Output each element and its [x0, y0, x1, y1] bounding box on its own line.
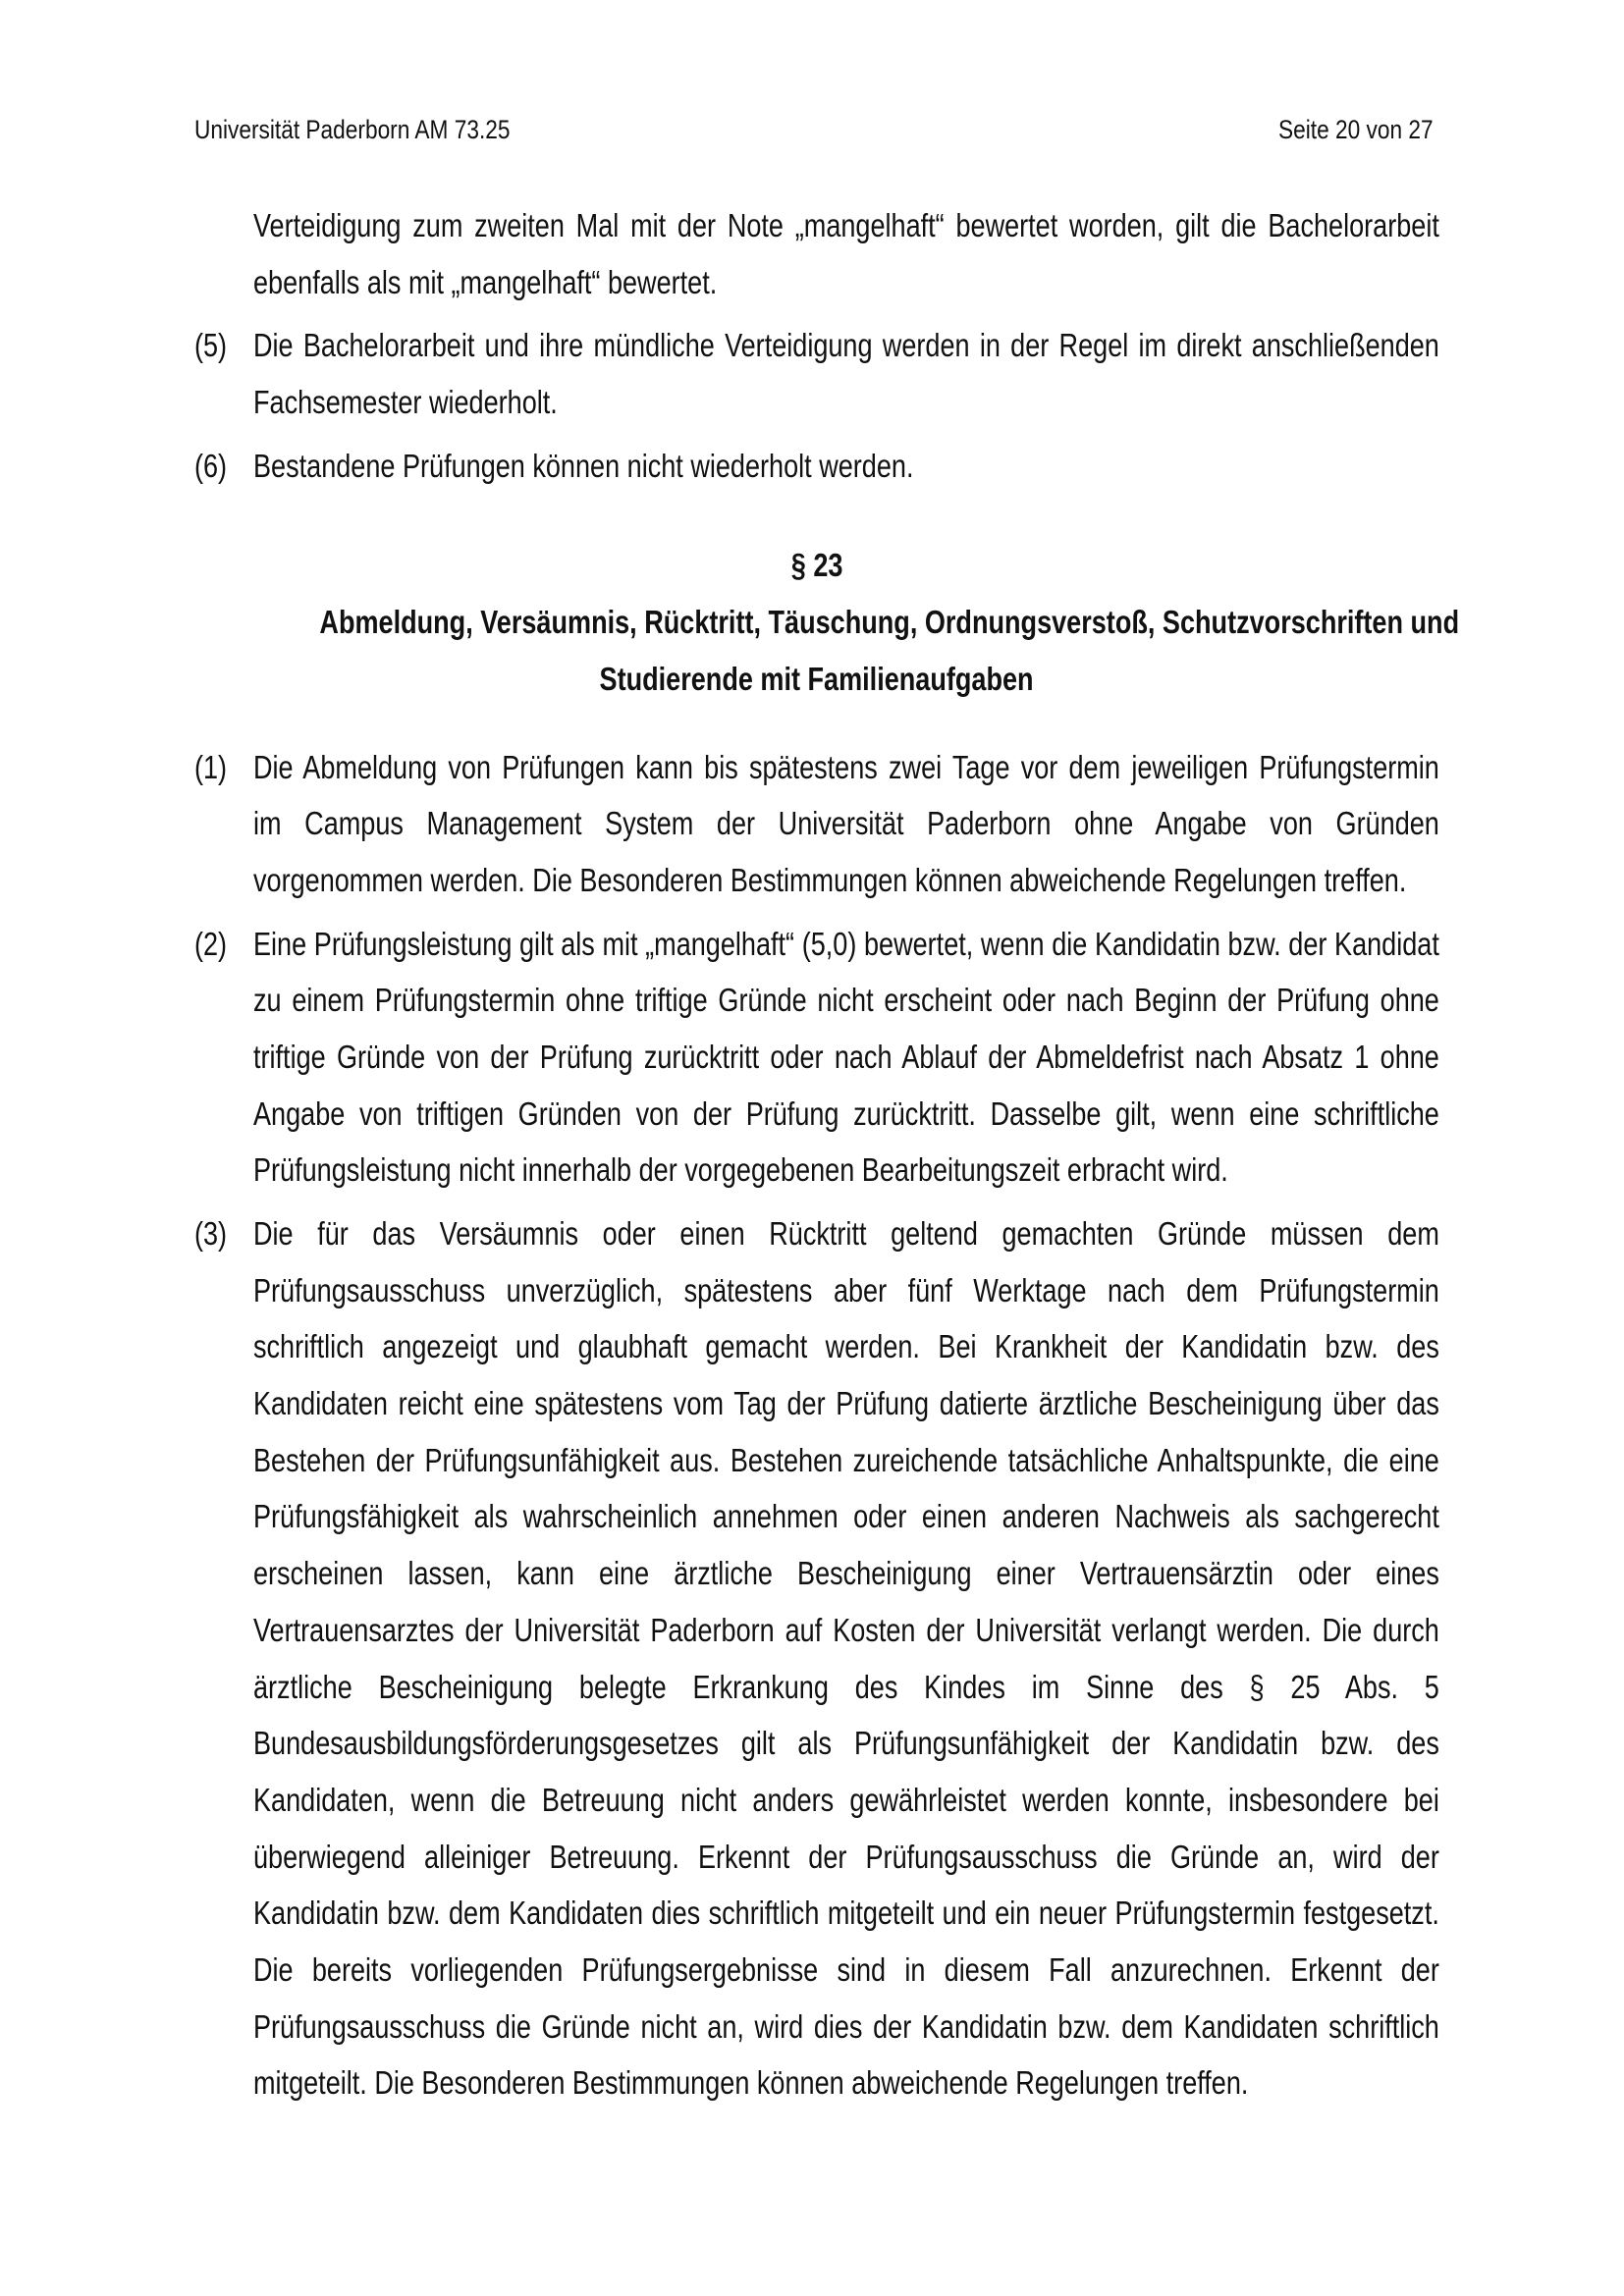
- text-line: [253, 1545, 1439, 1602]
- text-line-content: Angabe von triftigen Gründen von der Prüfung zurücktritt. Dasselbe gilt, wenn eine schriftliche: [253, 1095, 1439, 1132]
- text-line: [253, 2055, 1439, 2111]
- text-line-content: mitgeteilt. Die Besonderen Bestimmungen können abweichende Regelungen treffen.: [253, 2064, 1249, 2102]
- text-line: [253, 1829, 1439, 1886]
- text-line-content: Kandidatin bzw. dem Kandidaten dies schriftlich mitgeteilt und ein neuer Prüfungstermin festgesetzt.: [253, 1895, 1439, 1932]
- paragraph-number: [194, 1205, 234, 1262]
- text-line: [253, 1602, 1439, 1659]
- text-line-content: Verteidigung zum zweiten Mal mit der Note „mangelhaft“ bewertet worden, gilt die Bachelorarbeit: [253, 207, 1439, 243]
- header-left-text: Universität Paderborn AM 73.25: [194, 115, 511, 144]
- text-line-content: Die Bachelorarbeit und ihre mündliche Verteidigung werden in der Regel im direkt anschließenden: [253, 327, 1439, 364]
- text-line-content: Prüfungsausschuss unverzüglich, spätestens aber fünf Werktage nach dem Prüfungstermin: [253, 1271, 1439, 1308]
- text-line: [253, 1942, 1439, 1999]
- text-line: [253, 374, 1439, 431]
- paragraph-number-text: (6): [194, 447, 228, 484]
- heading-text: Abmeldung, Versäumnis, Rücktritt, Täuschung, Ordnungsverstoß, Schutzvorschriften und: [319, 604, 1460, 641]
- text-line: [253, 1142, 1439, 1199]
- paragraph-number-text: (2): [194, 925, 228, 962]
- heading-text: § 23: [790, 547, 843, 584]
- text-line-content: Vertrauensarztes der Universität Paderborn auf Kosten der Universität verlangt werden. Die durch: [253, 1611, 1439, 1648]
- text-line-content: ebenfalls als mit „mangelhaft“ bewertet.: [253, 263, 718, 300]
- paragraph-number-text: (3): [194, 1215, 228, 1252]
- text-line: [253, 1999, 1439, 2056]
- section-heading: [194, 537, 1460, 707]
- text-line: [253, 852, 1439, 909]
- paragraph-number: [194, 317, 234, 374]
- paragraph: [194, 739, 1439, 909]
- text-line-content: erscheinen lassen, kann eine ärztliche Bescheinigung einer Vertrauensärztin oder eines: [253, 1555, 1439, 1592]
- text-line-content: zu einem Prüfungstermin ohne triftige Gründe nicht erscheint oder nach Beginn der Prüfung ohne: [253, 982, 1439, 1019]
- paragraph-number: [194, 739, 234, 796]
- text-line-content: Fachsemester wiederholt.: [253, 384, 558, 421]
- paragraph: [194, 1205, 1439, 2111]
- text-line: [253, 795, 1439, 852]
- paragraph: [194, 317, 1439, 430]
- section-title-line: [194, 594, 1460, 651]
- section-number: [194, 537, 1439, 594]
- text-line-content: Bestehen der Prüfungsunfähigkeit aus. Bestehen zureichende tatsächliche Anhaltspunkte, die eine: [253, 1441, 1439, 1478]
- text-line: [253, 317, 1439, 374]
- section-title-line: [194, 651, 1439, 708]
- text-line: [253, 1205, 1439, 1262]
- text-line-content: Eine Prüfungsleistung gilt als mit „mangelhaft“ (5,0) bewertet, wenn die Kandidatin bzw. der Kandidat: [253, 925, 1439, 962]
- text-line-content: Die Abmeldung von Prüfungen kann bis spätestens zwei Tage vor dem jeweiligen Prüfungstermin: [253, 748, 1439, 785]
- text-line-content: im Campus Management System der Universität Paderborn ohne Angabe von Gründen: [253, 805, 1439, 842]
- paragraph-number: [194, 438, 234, 495]
- paragraph: [194, 197, 1439, 310]
- text-line: [253, 1375, 1439, 1432]
- text-line: [253, 1029, 1439, 1086]
- heading-text: Studierende mit Familienaufgaben: [599, 660, 1035, 697]
- text-line-content: Die für das Versäumnis oder einen Rücktritt geltend gemachten Gründe müssen dem: [253, 1215, 1439, 1252]
- text-line-content: Kandidaten reicht eine spätestens vom Tag der Prüfung datierte ärztliche Bescheinigung über das: [253, 1385, 1439, 1422]
- text-line: [253, 1885, 1439, 1942]
- paragraph-number-text: (5): [194, 327, 228, 364]
- header-right-text: Seite 20 von 27: [1278, 115, 1434, 144]
- text-line: [253, 1715, 1439, 1772]
- paragraph: [194, 916, 1439, 1199]
- text-line-content: Kandidaten, wenn die Betreuung nicht anders gewährleistet werden konnte, insbesondere bei: [253, 1781, 1439, 1818]
- header-page-number: [1249, 114, 1434, 145]
- text-line-content: Die bereits vorliegenden Prüfungsergebnisse sind in diesem Fall anzurechnen. Erkennt der: [253, 1950, 1439, 1988]
- paragraph-number: [194, 916, 234, 973]
- paragraph: [194, 438, 1439, 495]
- text-line-content: Prüfungsfähigkeit als wahrscheinlich annehmen oder einen anderen Nachweis als sachgerecht: [253, 1498, 1439, 1535]
- text-line-content: überwiegend alleiniger Betreuung. Erkennt der Prüfungsausschuss die Gründe an, wird der: [253, 1838, 1439, 1875]
- text-line: [253, 1488, 1439, 1545]
- text-line-content: Prüfungsleistung nicht innerhalb der vorgegebenen Bearbeitungszeit erbracht wird.: [253, 1151, 1228, 1189]
- text-line: [253, 1772, 1439, 1829]
- text-line: [253, 972, 1439, 1029]
- text-line: [253, 1318, 1439, 1375]
- text-line: [253, 1432, 1439, 1489]
- text-line: [253, 1659, 1439, 1716]
- text-line-content: triftige Gründe von der Prüfung zurücktritt oder nach Ablauf der Abmeldefrist nach Absatz 1 ohne: [253, 1038, 1439, 1075]
- text-line-content: vorgenommen werden. Die Besonderen Bestimmungen können abweichende Regelungen treffen.: [253, 861, 1407, 898]
- text-line: [253, 254, 1439, 311]
- paragraph-number-text: (1): [194, 748, 228, 785]
- text-line: [253, 739, 1439, 796]
- text-line-content: Bestandene Prüfungen können nicht wiederholt werden.: [253, 447, 914, 484]
- text-line: [253, 916, 1439, 973]
- document-body: [194, 197, 1460, 2111]
- text-line: [253, 438, 1439, 495]
- header-document-id: [194, 114, 570, 145]
- text-line: [253, 197, 1439, 254]
- text-line-content: Bundesausbildungsförderungsgesetzes gilt als Prüfungsunfähigkeit der Kandidatin bzw. des: [253, 1725, 1439, 1762]
- text-line-content: schriftlich angezeigt und glaubhaft gemacht werden. Bei Krankheit der Kandidatin bzw. des: [253, 1328, 1439, 1365]
- text-line: [253, 1086, 1439, 1143]
- text-line-content: Prüfungsausschuss die Gründe nicht an, wird dies der Kandidatin bzw. dem Kandidaten schriftlich: [253, 2007, 1439, 2045]
- text-line: [253, 1262, 1439, 1319]
- text-line-content: ärztliche Bescheinigung belegte Erkrankung des Kindes im Sinne des § 25 Abs. 5: [253, 1668, 1439, 1705]
